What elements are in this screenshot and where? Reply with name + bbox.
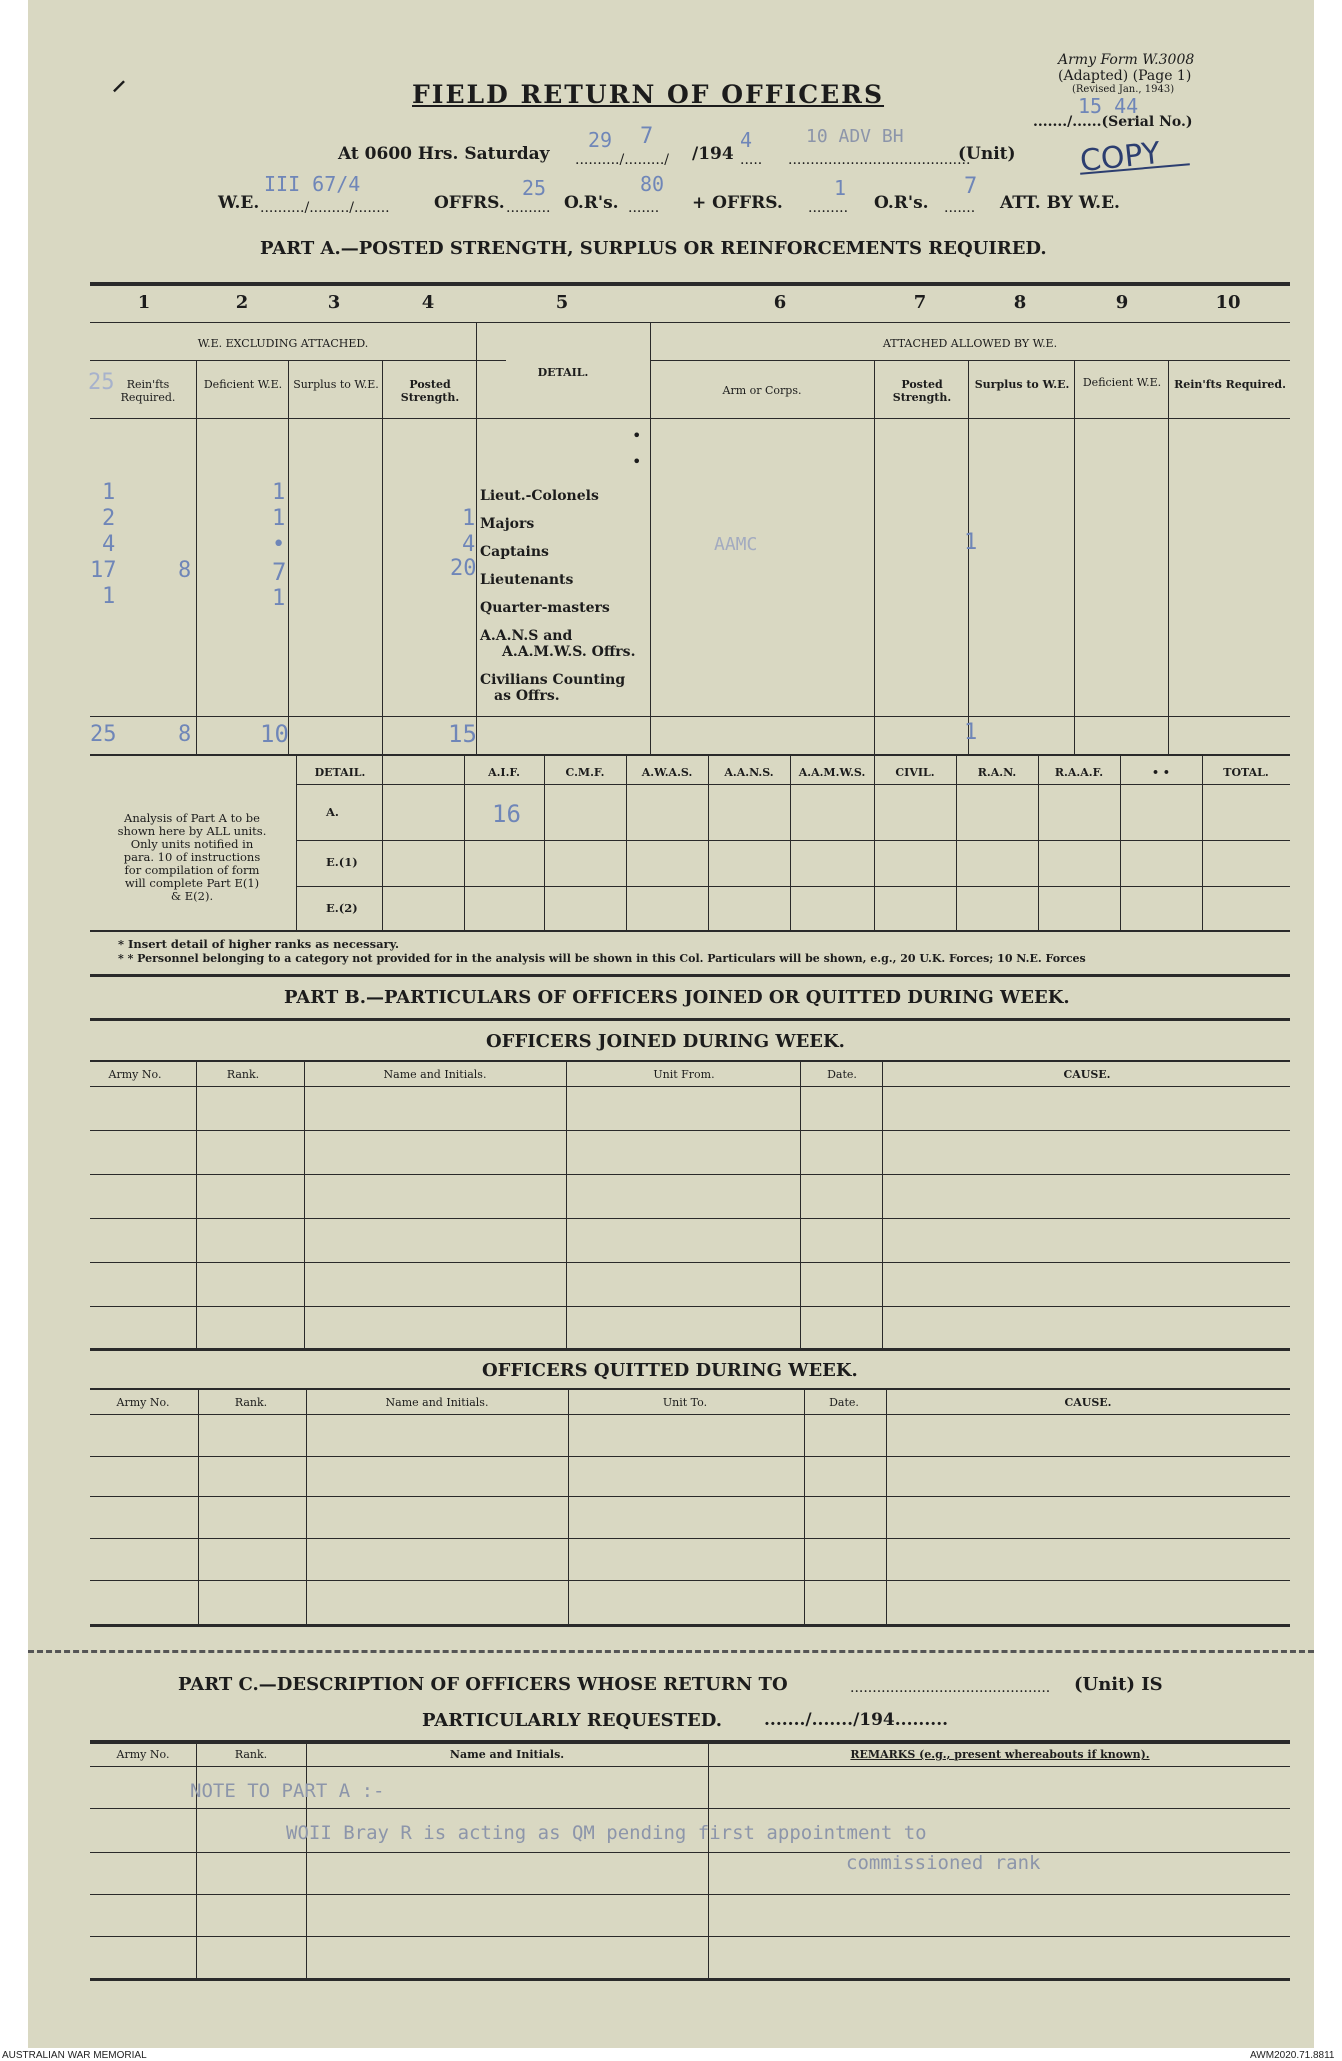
rank-as-offrs: as Offrs.: [494, 688, 560, 704]
hdr-reinfts-right: Rein'fts Required.: [1174, 378, 1286, 391]
date-dots: ........../........./: [575, 152, 669, 168]
part-a-top-rule: [90, 282, 1290, 286]
rank-captains: Captains: [480, 544, 549, 560]
qh-date: Date.: [829, 1396, 859, 1409]
hdr-arm-corps: Arm or Corps.: [722, 384, 802, 397]
c1-lieutenants: 17: [90, 558, 117, 583]
ah-detail: DETAIL.: [314, 766, 366, 779]
date-year-suffix: 4: [740, 128, 753, 152]
we-label: W.E.: [218, 193, 260, 213]
note-body-1: WOII Bray R is acting as QM pending first appointment to: [286, 1822, 927, 1844]
note-line-3: para. 10 of instructions: [123, 850, 261, 864]
qh-name: Name and Initials.: [385, 1396, 489, 1409]
detail-header: DETAIL.: [537, 366, 589, 379]
col-num-8: 8: [1013, 292, 1027, 313]
bullet-2: •: [632, 452, 642, 471]
part-c-unit-dots: .............................................: [850, 1680, 1051, 1696]
ah-civil: CIVIL.: [895, 766, 935, 779]
rank-lieutenants: Lieutenants: [480, 572, 574, 588]
part-c-line1: PART C.—DESCRIPTION OF OFFICERS WHOSE RETURN TO: [178, 1674, 788, 1695]
ah-other: • •: [1152, 766, 1170, 779]
qv-1: [198, 1390, 199, 1624]
jr-1: [90, 1086, 1290, 1087]
c1-ltcol: 1: [102, 480, 116, 505]
c1-captains: 4: [102, 532, 116, 557]
attached-allowed-header: ATTACHED ALLOWED BY W.E.: [882, 337, 1058, 350]
we-value: III 67/4: [264, 172, 361, 196]
jr-4: [90, 1218, 1290, 1219]
qh-rank: Rank.: [234, 1396, 268, 1409]
jh-date: Date.: [827, 1068, 857, 1081]
we-excluding-header: W.E. EXCLUDING ATTACHED.: [197, 337, 369, 350]
plus-ors-dots: .......: [944, 200, 976, 216]
qr-4: [90, 1538, 1290, 1539]
hdr-deficient-left: Deficient W.E.: [203, 378, 283, 391]
qr-1: [90, 1414, 1290, 1415]
line1-prefix: At 0600 Hrs. Saturday: [338, 144, 550, 164]
note-line-4: for compilation of form: [124, 863, 260, 877]
cr-2: [90, 1808, 1290, 1809]
cr-1: [90, 1766, 1290, 1767]
jr-5: [90, 1262, 1290, 1263]
ors-dots: .......: [628, 200, 660, 216]
plus-offrs-value: 1: [834, 176, 847, 200]
rank-qm: Quarter-masters: [480, 600, 610, 616]
qr-3: [90, 1496, 1290, 1497]
we-excl-rule: [90, 360, 506, 361]
plus-offrs-dots: .........: [808, 200, 849, 216]
av-7: [874, 756, 875, 930]
rank-aans: A.A.N.S and: [480, 628, 573, 644]
arm-corps-value: AAMC: [714, 534, 758, 555]
plus-ors-value: 7: [964, 174, 978, 199]
note-line-0: Analysis of Part A to be: [124, 811, 260, 825]
att-allowed-rule: [650, 360, 1290, 361]
av-2: [464, 756, 465, 930]
aif-value: 16: [492, 800, 521, 828]
jh-army: Army No.: [108, 1068, 162, 1081]
corner-mark: ⸍: [112, 75, 127, 108]
cr-3: [90, 1852, 1290, 1853]
joined-header-rule: [90, 1060, 1290, 1062]
rank-lt-col: Lieut.-Colonels: [480, 488, 599, 504]
c2-lieutenants: 7: [272, 558, 287, 586]
form-revised: (Revised Jan., 1943): [1072, 84, 1175, 95]
part-c-date: ......./......./194.........: [764, 1710, 949, 1730]
c2-captains: •: [272, 532, 286, 557]
hdr-posted-right: Posted Strength.: [892, 378, 952, 404]
quitted-title: OFFICERS QUITTED DURING WEEK.: [482, 1360, 858, 1381]
plus-offrs-label: + OFFRS.: [692, 193, 783, 213]
cr-4: [90, 1894, 1290, 1895]
part-c-bottom-rule: [90, 1978, 1290, 1981]
qv-3: [568, 1390, 569, 1624]
offrs-dots: ..........: [506, 200, 551, 216]
jh-rank: Rank.: [226, 1068, 260, 1081]
footnote-1: * Insert detail of higher ranks as necessary.: [118, 937, 399, 951]
jh-name: Name and Initials.: [383, 1068, 487, 1081]
offrs-value: 25: [522, 176, 547, 200]
c4-captains: 4: [462, 532, 476, 557]
form-adapted: (Adapted) (Page 1): [1058, 68, 1192, 84]
jv-5: [882, 1062, 883, 1348]
jr-6: [90, 1306, 1290, 1307]
qv-5: [886, 1390, 887, 1624]
margin-mark: 25: [88, 370, 115, 395]
av-8: [956, 756, 957, 930]
jv-2: [304, 1062, 305, 1348]
ah-raaf: R.A.A.F.: [1054, 766, 1104, 779]
joined-bottom-rule: [90, 1348, 1290, 1351]
jv-4: [800, 1062, 801, 1348]
cv-3: [708, 1744, 709, 1978]
totals-bottom-rule: [90, 754, 1290, 756]
ah-awas: A.W.A.S.: [641, 766, 693, 779]
form-sheet: [28, 0, 1314, 2048]
ah-aif: A.I.F.: [488, 766, 520, 779]
col-num-6: 6: [773, 292, 787, 313]
analysis-row-e1-rule: [296, 886, 1290, 887]
part-c-top-rule: [90, 1740, 1290, 1744]
jv-1: [196, 1062, 197, 1348]
hdr-reinfts-left: Rein'fts Required.: [120, 378, 176, 404]
plus-ors-label: O.R's.: [874, 193, 929, 213]
quitted-bottom-rule: [90, 1624, 1290, 1627]
bullet-1: •: [632, 426, 642, 445]
rank-civilians: Civilians Counting: [480, 672, 626, 688]
c2-majors: 1: [272, 506, 286, 531]
qh-cause: CAUSE.: [1064, 1396, 1112, 1409]
vline-c4: [476, 322, 477, 754]
perforation-line: [28, 1650, 1314, 1653]
c4-lieutenants: 20: [450, 556, 477, 581]
hdr-surplus-right: Surplus to W.E.: [974, 378, 1070, 391]
av-3: [544, 756, 545, 930]
jr-2: [90, 1130, 1290, 1131]
note-title: NOTE TO PART A :-: [190, 1780, 385, 1802]
rank-majors: Majors: [480, 516, 535, 532]
ah-aamws: A.A.M.W.S.: [798, 766, 866, 779]
col-num-2: 2: [235, 292, 249, 313]
av-1: [382, 756, 383, 930]
vline-c7: [968, 360, 969, 754]
c7-captains: 1: [964, 530, 978, 555]
analysis-bottom-rule: [90, 930, 1290, 932]
ah-total: TOTAL.: [1223, 766, 1269, 779]
analysis-note: [90, 812, 294, 903]
jv-3: [566, 1062, 567, 1348]
av-4: [626, 756, 627, 930]
qv-2: [306, 1390, 307, 1624]
analysis-header-rule: [296, 784, 1290, 785]
total-c7: 1: [964, 720, 978, 745]
c1-qm: 1: [102, 584, 116, 609]
offrs-label: OFFRS.: [434, 193, 505, 213]
ors-value: 80: [640, 172, 665, 196]
hdr-deficient-right: Deficient W.E.: [1082, 376, 1162, 389]
date-month: 7: [640, 124, 654, 149]
vline-c3: [382, 360, 383, 754]
ar-a: A.: [326, 805, 339, 819]
vline-c1: [196, 360, 197, 754]
qr-5: [90, 1580, 1290, 1581]
c2-qm: 1: [272, 586, 286, 611]
jh-cause: CAUSE.: [1063, 1068, 1111, 1081]
total-c2: 10: [260, 720, 289, 748]
ah-ran: R.A.N.: [977, 766, 1017, 779]
c4-majors: 1: [462, 506, 476, 531]
ch-rank: Rank.: [234, 1748, 268, 1761]
jr-3: [90, 1174, 1290, 1175]
jh-unit: Unit From.: [653, 1068, 715, 1081]
qr-2: [90, 1456, 1290, 1457]
vline-c2: [288, 360, 289, 754]
col-num-4: 4: [421, 292, 435, 313]
form-title: FIELD RETURN OF OFFICERS: [412, 80, 885, 109]
ch-remarks: REMARKS (e.g., present whereabouts if known).: [850, 1748, 1150, 1761]
av-10: [1120, 756, 1121, 930]
quitted-header-rule: [90, 1388, 1290, 1390]
c2-ltcol: 1: [272, 480, 286, 505]
qh-army: Army No.: [116, 1396, 170, 1409]
col-num-1: 1: [137, 292, 151, 313]
hdr-posted-left: Posted Strength.: [400, 378, 460, 404]
total-c1b: 8: [178, 722, 192, 747]
part-c-line2: PARTICULARLY REQUESTED.: [422, 1710, 722, 1731]
av-11: [1202, 756, 1203, 930]
copy-mark: COPY: [1078, 135, 1162, 180]
footnote-2: * * Personnel belonging to a category not provided for in the analysis will be shown in this Col. Particulars will be shown, e.g., 20 U.K. Forces; 10 N.E. Forces: [118, 952, 1086, 965]
av-0: [296, 756, 297, 930]
av-6: [790, 756, 791, 930]
vline-c6: [874, 360, 875, 754]
ch-name: Name and Initials.: [449, 1748, 565, 1761]
date-day: 29: [588, 128, 613, 152]
vline-c8: [1074, 360, 1075, 754]
av-9: [1038, 756, 1039, 930]
col-num-3: 3: [327, 292, 341, 313]
note-line-2: Only units notified in: [130, 837, 254, 851]
total-c4: 15: [448, 720, 477, 748]
note-body-2: commissioned rank: [846, 1852, 1041, 1874]
ar-e2: E.(2): [326, 901, 358, 915]
we-dots: ........../........./........: [260, 200, 390, 216]
footer-credit: AUSTRALIAN WAR MEMORIAL: [2, 2050, 147, 2061]
hdr-surplus-left: Surplus to W.E.: [293, 378, 379, 391]
unit-label: (Unit): [958, 144, 1016, 164]
part-b-title-rule: [90, 1018, 1290, 1021]
form-id: Army Form W.3008: [1058, 52, 1195, 68]
cr-5: [90, 1936, 1290, 1937]
rank-aamws: A.A.M.W.S. Offrs.: [502, 644, 636, 660]
note-line-1: shown here by ALL units.: [117, 824, 267, 838]
year-dots: .....: [740, 152, 763, 168]
ah-aans: A.A.N.S.: [724, 766, 774, 779]
date-year-prefix: /194: [692, 144, 734, 164]
part-b-top-rule: [90, 974, 1290, 977]
analysis-row-a-rule: [296, 840, 1290, 841]
c1-majors: 2: [102, 506, 116, 531]
joined-title: OFFICERS JOINED DURING WEEK.: [486, 1031, 845, 1052]
qv-4: [804, 1390, 805, 1624]
col-num-10: 10: [1215, 292, 1241, 313]
c1b-lieutenants: 8: [178, 558, 192, 583]
note-line-5: will complete Part E(1): [124, 876, 260, 890]
note-line-6: & E(2).: [170, 889, 214, 903]
col-num-9: 9: [1115, 292, 1129, 313]
footer-accession: AWM2020.71.8811: [1250, 2050, 1335, 2061]
qh-unit: Unit To.: [662, 1396, 708, 1409]
total-c1: 25: [90, 722, 117, 747]
totals-top-rule: [90, 716, 1290, 717]
vline-c9: [1168, 360, 1169, 754]
ah-cmf: C.M.F.: [565, 766, 605, 779]
header-bottom-rule: [90, 418, 1290, 419]
ors-label: O.R's.: [564, 193, 619, 213]
unit-typed: 10 ADV BH: [806, 126, 904, 147]
part-b-title: PART B.—PARTICULARS OF OFFICERS JOINED OR QUITTED DURING WEEK.: [284, 987, 1070, 1008]
ar-e1: E.(1): [326, 855, 358, 869]
ch-army: Army No.: [116, 1748, 170, 1761]
part-c-line1-suffix: (Unit) IS: [1074, 1674, 1163, 1695]
av-5: [708, 756, 709, 930]
part-a-title: PART A.—POSTED STRENGTH, SURPLUS OR REINFORCEMENTS REQUIRED.: [260, 238, 1047, 259]
att-label: ATT. BY W.E.: [1000, 193, 1120, 213]
unit-dots: .........................................: [788, 152, 971, 168]
col-num-7: 7: [913, 292, 927, 313]
col-num-5: 5: [555, 292, 569, 313]
serial-label: ......./......(Serial No.): [1033, 114, 1193, 130]
part-a-num-rule: [90, 322, 1290, 323]
serial-handwritten: 15 44: [1078, 94, 1139, 118]
